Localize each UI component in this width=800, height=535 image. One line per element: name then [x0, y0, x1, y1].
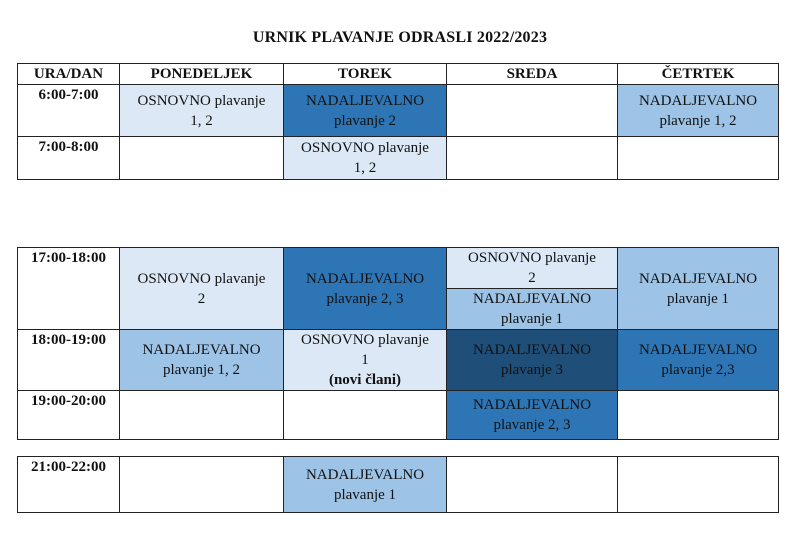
time-slot: 6:00-7:00 — [18, 85, 120, 137]
time-slot: 19:00-20:00 — [18, 391, 120, 440]
schedule-table-evening — [17, 247, 779, 440]
table-row — [18, 330, 779, 391]
class-cell: NADALJEVALNO plavanje 1 — [447, 288, 617, 329]
empty-cell — [618, 137, 779, 180]
header-row — [18, 64, 779, 85]
time-slot: 17:00-18:00 — [18, 248, 120, 330]
table-row — [18, 248, 779, 330]
empty-cell — [618, 391, 779, 440]
table-row — [18, 457, 779, 513]
class-cell: NADALJEVALNO plavanje 2 — [284, 85, 447, 137]
empty-cell — [284, 391, 447, 440]
table-row — [18, 137, 779, 180]
empty-cell — [447, 85, 618, 137]
table-row — [18, 85, 779, 137]
table-row — [18, 391, 779, 440]
header-time: URA/DAN — [18, 64, 120, 85]
schedule-table-morning — [17, 63, 779, 180]
header-wednesday: SREDA — [447, 64, 618, 85]
new-members-note: (novi člani) — [328, 372, 402, 388]
class-cell: NADALJEVALNO plavanje 1 — [618, 248, 779, 330]
class-cell: OSNOVNO plavanje 2 — [120, 248, 284, 330]
class-cell: OSNOVNO plavanje 1 (novi člani) — [284, 330, 447, 391]
split-cell — [447, 248, 618, 330]
empty-cell — [120, 391, 284, 440]
class-cell: OSNOVNO plavanje 2 — [447, 248, 617, 288]
class-cell: NADALJEVALNO plavanje 1, 2 — [618, 85, 779, 137]
time-slot: 7:00-8:00 — [18, 137, 120, 180]
class-cell: OSNOVNO plavanje 1, 2 — [284, 137, 447, 180]
class-cell: OSNOVNO plavanje 1, 2 — [120, 85, 284, 137]
class-cell: NADALJEVALNO plavanje 2, 3 — [284, 248, 447, 330]
class-cell: NADALJEVALNO plavanje 1 — [284, 457, 447, 513]
time-slot: 18:00-19:00 — [18, 330, 120, 391]
page-title: URNIK PLAVANJE ODRASLI 2022/2023 — [252, 29, 548, 46]
empty-cell — [447, 457, 618, 513]
class-cell: NADALJEVALNO plavanje 1, 2 — [120, 330, 284, 391]
schedule-table-late — [17, 456, 779, 513]
empty-cell — [120, 457, 284, 513]
class-cell: NADALJEVALNO plavanje 2, 3 — [447, 391, 618, 440]
header-tuesday: TOREK — [284, 64, 447, 85]
time-slot: 21:00-22:00 — [18, 457, 120, 513]
header-monday: PONEDELJEK — [120, 64, 284, 85]
class-cell: NADALJEVALNO plavanje 3 — [447, 330, 618, 391]
class-cell: NADALJEVALNO plavanje 2,3 — [618, 330, 779, 391]
empty-cell — [120, 137, 284, 180]
header-thursday: ČETRTEK — [618, 64, 779, 85]
empty-cell — [447, 137, 618, 180]
empty-cell — [618, 457, 779, 513]
